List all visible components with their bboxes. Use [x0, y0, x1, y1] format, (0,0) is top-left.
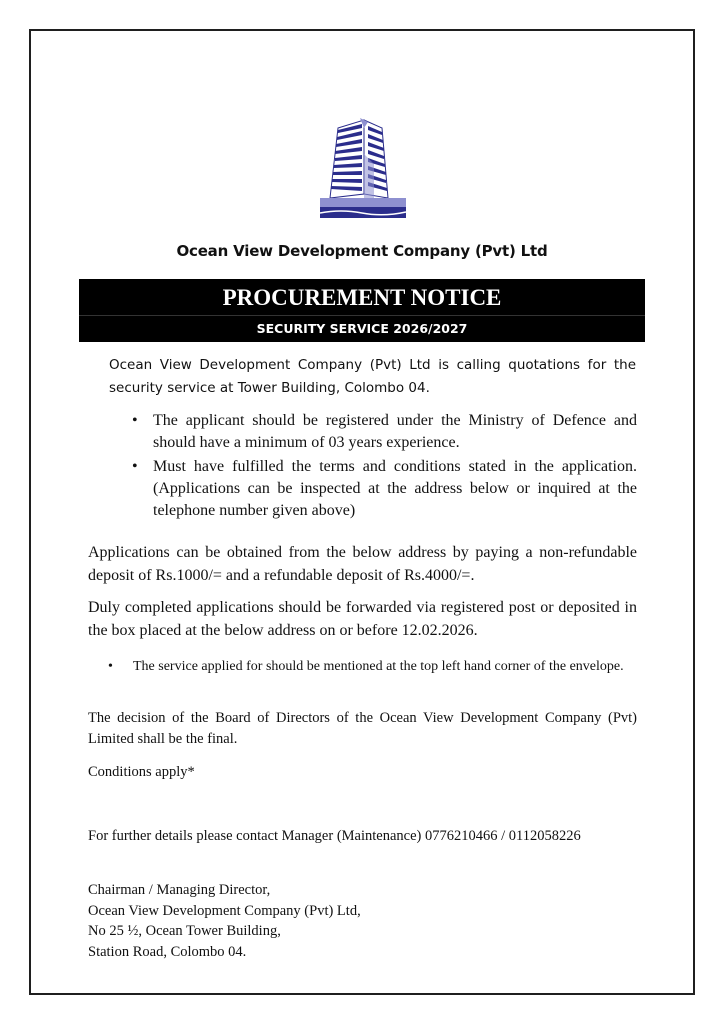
address-line: Station Road, Colombo 04. [88, 943, 247, 960]
decision-paragraph: The decision of the Board of Directors of the Ocean View Development Company (Pvt) Limited shall be the final. [88, 710, 637, 747]
bullet-icon: • [132, 412, 138, 429]
notice-subtitle: SECURITY SERVICE 2026/2027 [256, 321, 468, 336]
bullet-icon: • [132, 458, 138, 475]
requirements-list [132, 410, 637, 524]
contact-text: For further details please contact Manager (Maintenance) 0776210466 / 0112058226 [88, 828, 581, 844]
submission-paragraph: Duly completed applications should be forwarded via registered post or deposited in the box placed at the below address on or before 12.02.2026. [88, 599, 637, 639]
notice-title: PROCUREMENT NOTICE [222, 285, 502, 310]
address-block [88, 880, 361, 962]
requirement-text: Must have fulfilled the terms and conditions stated in the application. (Applications can be inspected at the address below or inquired at the telephone number given above) [153, 458, 637, 519]
address-line: Ocean View Development Company (Pvt) Ltd, [88, 902, 361, 919]
address-line: Chairman / Managing Director, [88, 882, 271, 898]
bullet-icon: • [108, 659, 113, 674]
list-item [108, 656, 637, 677]
conditions-text: Conditions apply* [88, 764, 195, 780]
notice-banner [79, 279, 645, 342]
envelope-note-text: The service applied for should be mentioned at the top left hand corner of the envelope. [133, 659, 624, 674]
company-name: Ocean View Development Company (Pvt) Ltd [176, 242, 548, 260]
envelope-note-list [108, 656, 637, 677]
requirement-text: The applicant should be registered under the Ministry of Defence and should have a minimum of 03 years experience. [153, 412, 637, 451]
list-item [132, 456, 637, 522]
building-tower-logo-icon [316, 114, 408, 220]
list-item [132, 410, 637, 454]
address-line: No 25 ½, Ocean Tower Building, [88, 923, 281, 939]
applications-paragraph: Applications can be obtained from the below address by paying a non-refundable deposit of Rs.1000/= and a refundable deposit of Rs.4000/=. [88, 544, 637, 584]
intro-paragraph: Ocean View Development Company (Pvt) Ltd is calling quotations for the security service at Tower Building, Colombo 04. [109, 357, 636, 396]
